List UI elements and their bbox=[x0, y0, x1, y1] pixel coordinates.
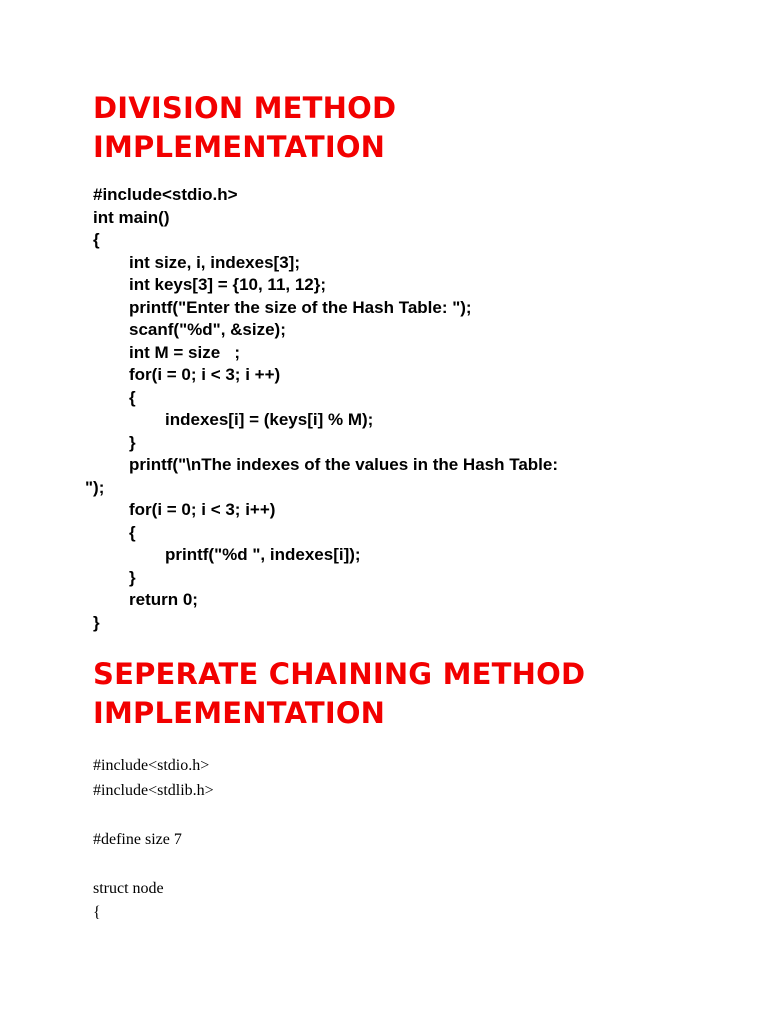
code-line: { bbox=[93, 230, 100, 249]
code-line: int keys[3] = {10, 11, 12}; bbox=[129, 275, 327, 294]
code-line: #include<stdlib.h> bbox=[93, 781, 214, 799]
blank-line bbox=[93, 803, 693, 828]
code-line: printf("Enter the size of the Hash Table: "); bbox=[129, 297, 472, 317]
code-line: { bbox=[129, 387, 136, 407]
code-line: #include<stdio.h> bbox=[93, 185, 238, 204]
separate-chaining-heading bbox=[93, 655, 585, 732]
blank-line bbox=[93, 852, 693, 877]
code-line: #define size 7 bbox=[93, 830, 182, 848]
code-line: int size, i, indexes[3]; bbox=[129, 252, 300, 272]
code-line: int main() bbox=[93, 207, 170, 227]
division-method-heading bbox=[93, 89, 396, 166]
code-line: { bbox=[93, 904, 101, 921]
heading-line: SEPERATE CHAINING METHOD bbox=[93, 657, 586, 691]
code-line: "); bbox=[85, 477, 105, 497]
heading-line: IMPLEMENTATION bbox=[93, 129, 386, 164]
separate-chaining-code bbox=[93, 754, 693, 926]
code-line: #include<stdio.h> bbox=[93, 757, 210, 774]
code-line: scanf("%d", &size); bbox=[129, 320, 286, 339]
code-line: printf("\nThe indexes of the values in the Hash Table: bbox=[129, 455, 559, 474]
code-line: int M = size ; bbox=[129, 342, 240, 362]
heading-line: IMPLEMENTATION bbox=[93, 695, 386, 730]
code-line: return 0; bbox=[129, 590, 198, 609]
code-line: printf("%d ", indexes[i]); bbox=[165, 545, 361, 564]
heading-line: DIVISION METHOD bbox=[93, 91, 397, 125]
code-line: } bbox=[93, 612, 100, 632]
code-line: } bbox=[129, 567, 136, 587]
code-line: for(i = 0; i < 3; i ++) bbox=[129, 365, 281, 384]
division-method-code bbox=[85, 184, 693, 634]
code-line: } bbox=[129, 432, 136, 452]
code-line: struct node bbox=[93, 879, 164, 897]
code-line: { bbox=[129, 522, 136, 542]
code-line: indexes[i] = (keys[i] % M); bbox=[165, 410, 374, 429]
code-line: for(i = 0; i < 3; i++) bbox=[129, 500, 276, 519]
